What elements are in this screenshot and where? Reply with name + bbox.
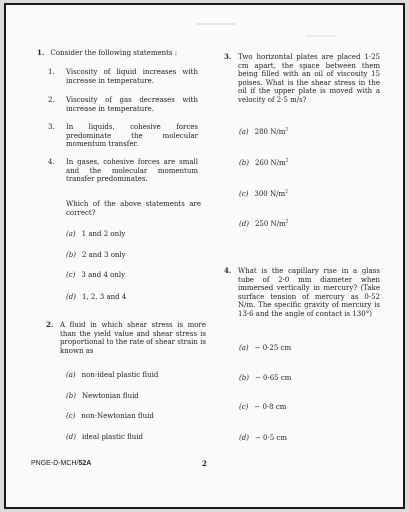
option-c[interactable] bbox=[239, 403, 286, 412]
option-a[interactable] bbox=[66, 371, 158, 380]
option-text: − 0·8 cm bbox=[254, 403, 287, 411]
option-label: (d) bbox=[66, 433, 76, 441]
paper-code-prefix: PNGE-D-MCH/ bbox=[31, 460, 79, 467]
statement-number: 1. bbox=[48, 68, 55, 76]
question-4 bbox=[224, 267, 380, 319]
option-a[interactable] bbox=[66, 230, 125, 239]
paper-code-suffix: 52A bbox=[78, 460, 92, 467]
paper-code bbox=[31, 460, 91, 469]
question-stem: Two horizontal plates are placed 1·25 cm apart, the space between them being filled with an oil of viscosity 15 poises. What is the shear stress in the oil if the upper plate is moved with a velocity of 2·5 m/s? bbox=[238, 53, 380, 104]
statement-item bbox=[48, 158, 198, 184]
option-label: (c) bbox=[239, 403, 249, 411]
question-1 bbox=[37, 49, 207, 58]
exam-page bbox=[4, 3, 405, 509]
option-label: (a) bbox=[66, 371, 76, 379]
statement-item bbox=[48, 68, 198, 85]
page-number: 2 bbox=[202, 459, 207, 468]
option-text: ideal plastic fluid bbox=[81, 433, 144, 441]
option-label: (b) bbox=[239, 159, 249, 167]
option-label: (a) bbox=[66, 230, 76, 238]
question-stem: A fluid in which shear stress is more than the yield value and shear stress is proportional to the rate of shear strain is known as bbox=[60, 321, 206, 355]
option-b[interactable] bbox=[66, 392, 139, 401]
option-text: 250 N/m bbox=[254, 220, 286, 228]
superscript: 2 bbox=[285, 158, 289, 164]
question-prompt: Which of the above statements are correct? bbox=[66, 200, 201, 217]
question-number: 4. bbox=[224, 266, 232, 275]
question-stem: Consider the following statements : bbox=[50, 49, 178, 57]
option-d[interactable] bbox=[66, 293, 126, 302]
superscript: 2 bbox=[285, 189, 288, 195]
statement-text: Viscosity of liquid increases with increase in temperature. bbox=[66, 68, 198, 85]
superscript: 2 bbox=[285, 127, 289, 133]
option-text: non-ideal plastic fluid bbox=[81, 371, 159, 379]
statement-number: 4. bbox=[48, 158, 55, 166]
option-c[interactable] bbox=[66, 271, 125, 280]
option-label: (d) bbox=[239, 434, 249, 442]
option-text: Newtonian fluid bbox=[81, 392, 139, 400]
superscript: 2 bbox=[285, 219, 289, 225]
option-a[interactable] bbox=[239, 128, 288, 137]
option-label: (a) bbox=[239, 128, 249, 136]
statement-number: 2. bbox=[48, 96, 55, 104]
option-c[interactable] bbox=[66, 412, 154, 421]
option-label: (d) bbox=[66, 293, 76, 301]
option-a[interactable] bbox=[239, 344, 291, 353]
question-number: 1. bbox=[37, 48, 45, 57]
option-label: (c) bbox=[239, 190, 249, 198]
statement-item bbox=[48, 96, 198, 113]
option-label: (c) bbox=[66, 412, 76, 420]
option-text: 300 N/m bbox=[254, 190, 286, 198]
option-text: 1, 2, 3 and 4 bbox=[81, 293, 127, 301]
option-label: (c) bbox=[66, 271, 76, 279]
option-d[interactable] bbox=[239, 220, 289, 229]
option-text: non-Newtonian fluid bbox=[81, 412, 154, 420]
statement-text: In liquids, cohesive forces predominate the molecular momentum transfer. bbox=[66, 123, 198, 149]
option-label: (d) bbox=[239, 220, 249, 228]
question-3 bbox=[224, 53, 380, 105]
option-text: − 0·65 cm bbox=[254, 374, 292, 382]
option-b[interactable] bbox=[66, 251, 126, 260]
option-label: (b) bbox=[66, 251, 76, 259]
option-text: 1 and 2 only bbox=[81, 230, 126, 238]
question-number: 3. bbox=[224, 52, 232, 61]
option-b[interactable] bbox=[239, 374, 291, 383]
option-c[interactable] bbox=[239, 190, 288, 199]
option-label: (b) bbox=[239, 374, 249, 382]
option-d[interactable] bbox=[66, 433, 143, 442]
option-b[interactable] bbox=[239, 159, 289, 168]
option-text: 260 N/m bbox=[254, 159, 286, 167]
statement-text: Viscosity of gas decreases with increase in temperature. bbox=[66, 96, 198, 113]
scan-artifact bbox=[306, 35, 336, 37]
option-text: − 0·25 cm bbox=[254, 344, 292, 352]
question-stem: What is the capillary rise in a glass tube of 2·0 mm diameter when immersed vertically in mercury? (Take surface tension of mercury as 0·52 N/m. The specific gravity of mercury is 13·6 and the angle of contact is 130°) bbox=[238, 267, 380, 318]
option-text: 2 and 3 only bbox=[81, 251, 126, 259]
option-label: (a) bbox=[239, 344, 249, 352]
option-label: (b) bbox=[66, 392, 76, 400]
statement-item bbox=[48, 123, 198, 149]
statement-number: 3. bbox=[48, 123, 55, 131]
question-2 bbox=[46, 321, 206, 355]
question-number: 2. bbox=[46, 320, 54, 329]
scan-artifact bbox=[196, 23, 236, 25]
option-text: 280 N/m bbox=[254, 128, 286, 136]
option-text: 3 and 4 only bbox=[81, 271, 126, 279]
statement-text: In gases, cohesive forces are small and the molecular momentum transfer predominates. bbox=[66, 158, 198, 184]
option-d[interactable] bbox=[239, 434, 287, 443]
option-text: − 0·5 cm bbox=[254, 434, 287, 442]
